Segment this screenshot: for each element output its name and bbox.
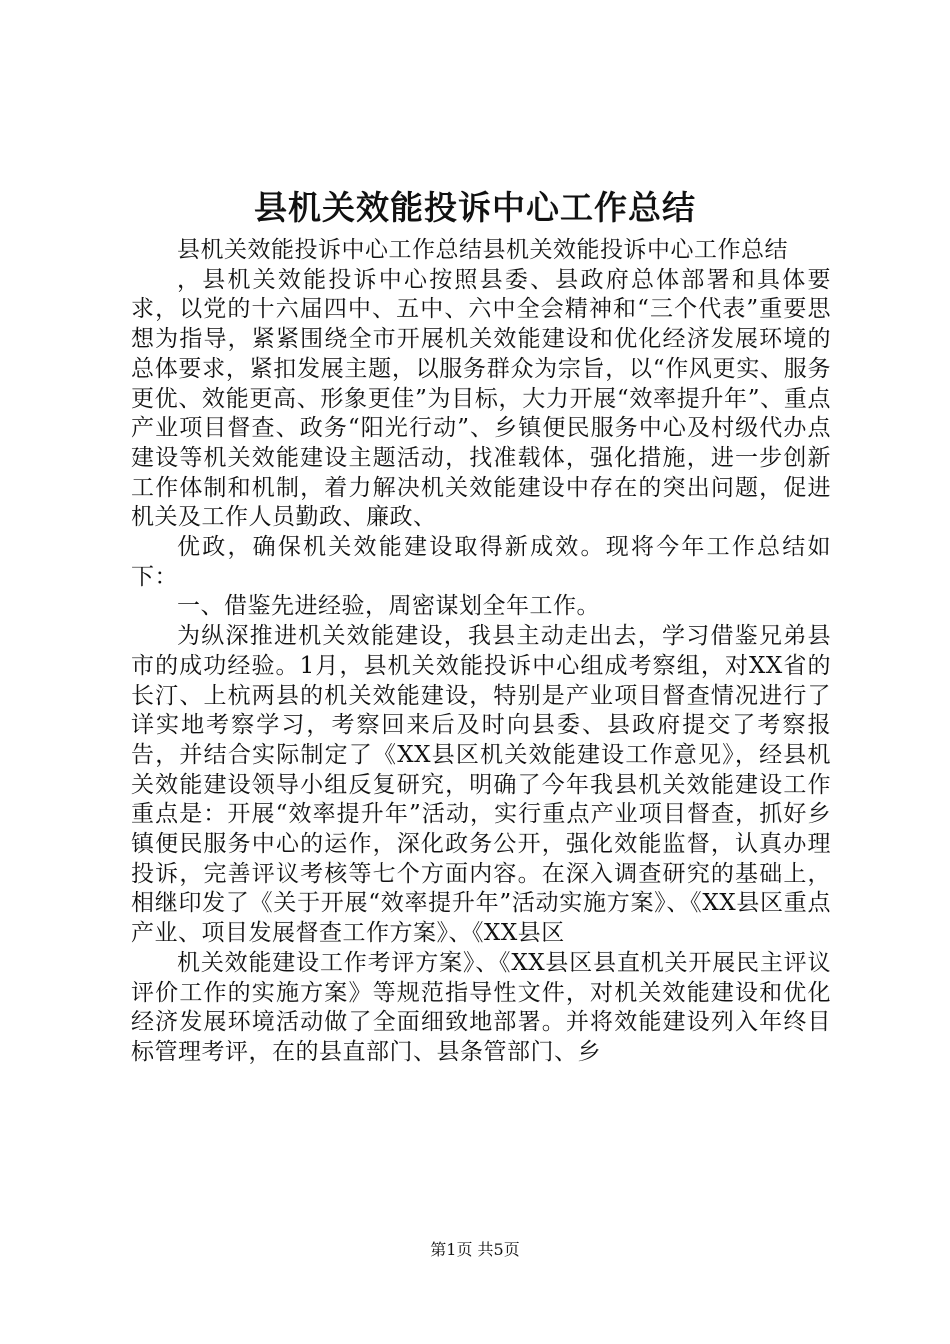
paragraph-3: 优政，确保机关效能建设取得新成效。现将今年工作总结如下： [131, 534, 831, 590]
paragraph-2: ，县机关效能投诉中心按照县委、县政府总体部署和具体要求，以党的十六届四中、五中、六中全会精神和“三个代表”重要思想为指导，紧紧围绕全市开展机关效能建设和优化经济发展环境的总体要求，紧扣发展主题，以服务群众为宗旨，以“作风更实、服务更优、效能更高、形象更佳”为目标，大力开展“效率提升年”、重点产业项目督查、政务“阳光行动”、乡镇便民服务中心及村级代办点建设等机关效能建设主题活动，找准载体，强化措施，进一步创新工作体制和机制，着力解决机关效能建设中存在的突出问题，促进机关及工作人员勤政、廉政、 [131, 266, 831, 531]
page-number-footer: 第1页 共5页 [430, 1240, 520, 1259]
paragraph-4: 为纵深推进机关效能建设，我县主动走出去，学习借鉴兄弟县市的成功经验。1月，县机关效能投诉中心组成考察组，对XX省的长汀、上杭两县的机关效能建设，特别是产业项目督查情况进行了详实地考察学习，考察回来后及时向县委、县政府提交了考察报告，并结合实际制定了《XX县区机关效能建设工作意见》，经县机关效能建设领导小组反复研究，明确了今年我县机关效能建设工作重点是：开展“效率提升年”活动，实行重点产业项目督查，抓好乡镇便民服务中心的运作，深化政务公开，强化效能监督，认真办理投诉，完善评议考核等七个方面内容。在深入调查研究的基础上，相继印发了《关于开展“效率提升年”活动实施方案》、《XX县区重点产业、项目发展督查工作方案》、《XX县区 [131, 623, 831, 947]
paragraph-1: 县机关效能投诉中心工作总结县机关效能投诉中心工作总结 [177, 237, 788, 263]
section-heading-1: 一、借鉴先进经验，周密谋划全年工作。 [177, 593, 600, 620]
document-body [131, 236, 831, 1068]
paragraph-5: 机关效能建设工作考评方案》、《XX县区县直机关开展民主评议评价工作的实施方案》等规范指导性文件，对机关效能建设和优化经济发展环境活动做了全面细致地部署。并将效能建设列入年终目标管理考评，在的县直部门、县条管部门、乡 [131, 949, 831, 1065]
document-title: 县机关效能投诉中心工作总结 [254, 188, 696, 227]
